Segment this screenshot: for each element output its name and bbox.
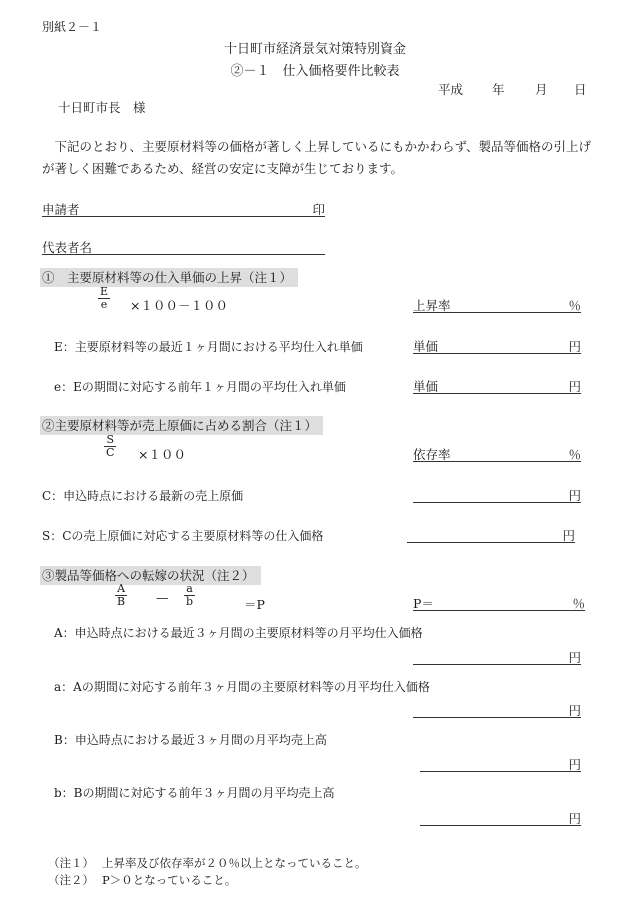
increase-rate-field[interactable] [413, 296, 581, 313]
section-1-formula: ×１００－１００ [130, 298, 228, 313]
fraction-numerator: S [104, 434, 116, 447]
definition-A: A：申込時点における最近３ヶ月間の主要原材料等の月平均仕入価格 [54, 626, 423, 640]
section-2-header: ②主要原材料等が売上原価に占める割合（注１） [40, 416, 323, 435]
yen-unit: 円 [568, 757, 581, 772]
yen-unit: 円 [568, 703, 581, 718]
yen-unit: 円 [568, 379, 581, 394]
date-month: 月 [535, 82, 548, 97]
note-1-text: 上昇率及び依存率が２０％以上となっていること。 [102, 856, 367, 870]
field-a[interactable] [413, 701, 581, 718]
minus-sign: — [156, 590, 169, 605]
field-B[interactable] [420, 755, 581, 772]
applicant-label: 申請者 [42, 202, 80, 217]
note-2-text: P＞０となっていること。 [102, 873, 237, 887]
definition-S: S：Cの売上原価に対応する主要原材料等の仕入価格 [42, 529, 324, 543]
definition-b: b：Bの期間に対応する前年３ヶ月間の月平均売上高 [54, 786, 335, 800]
field-b[interactable] [420, 809, 581, 826]
cost-of-sales-field[interactable] [413, 486, 581, 503]
yen-unit: 円 [568, 339, 581, 354]
section-3-header: ③製品等価格への転嫁の状況（注２） [40, 566, 261, 585]
note-2-label: （注２） [48, 873, 94, 887]
definition-C: C：申込時点における最新の売上原価 [42, 489, 244, 503]
dependency-rate-label: 依存率 [413, 447, 451, 462]
definition-E: E：主要原材料等の最近１ヶ月間における平均仕入れ単価 [54, 340, 363, 354]
yen-unit: 円 [568, 488, 581, 503]
p-value-field[interactable] [413, 594, 585, 611]
seal-mark: 印 [312, 202, 325, 217]
section-1-header: ① 主要原材料等の仕入単価の上昇（注１） [40, 268, 298, 287]
yen-unit: 円 [562, 528, 575, 543]
definition-e: e：Eの期間に対応する前年１ヶ月間の平均仕入れ単価 [54, 380, 346, 394]
fraction-numerator: a [184, 583, 195, 596]
section-1-fraction [98, 286, 110, 311]
date-era: 平成 [438, 82, 464, 97]
date-day: 日 [574, 82, 587, 97]
percent-unit: ％ [572, 596, 585, 611]
representative-field[interactable] [42, 238, 325, 255]
unit-price-label: 単価 [413, 339, 439, 354]
fraction-denominator: e [100, 298, 108, 311]
intro-paragraph: 下記のとおり、主要原材料等の価格が著しく上昇しているにもかかわらず、製品等価格の引上げが著しく困難であるため、経営の安定に支障が生じております。 [42, 139, 592, 176]
percent-unit: ％ [568, 298, 581, 313]
increase-rate-label: 上昇率 [413, 298, 451, 313]
purchase-price-field[interactable] [407, 526, 575, 543]
section-2-fraction [104, 434, 116, 459]
yen-unit: 円 [568, 650, 581, 665]
section-3-fraction-1 [115, 583, 127, 608]
fraction-denominator: B [117, 595, 126, 608]
unit-price-field-e[interactable] [413, 377, 581, 394]
field-A[interactable] [413, 648, 581, 665]
title-line-1: 十日町市経済景気対策特別資金 [223, 42, 406, 57]
dependency-rate-field[interactable] [413, 445, 581, 462]
definition-a: a：Aの期間に対応する前年３ヶ月間の主要原材料等の月平均仕入価格 [54, 680, 430, 694]
percent-unit: ％ [568, 447, 581, 462]
section-3-fraction-2 [184, 583, 195, 608]
fraction-denominator: C [106, 446, 115, 459]
definition-B: B：申込時点における最近３ヶ月間の月平均売上高 [54, 733, 327, 747]
date-year: 年 [492, 82, 505, 97]
note-1-label: （注１） [48, 856, 94, 870]
fraction-denominator: b [186, 595, 194, 608]
unit-price-field-E[interactable] [413, 337, 581, 354]
p-value-label: P＝ [413, 596, 434, 611]
equals-P: ＝P [244, 597, 265, 612]
unit-price-label: 単価 [413, 379, 439, 394]
document-label: 別紙２－１ [42, 20, 103, 34]
fraction-numerator: A [115, 583, 127, 596]
applicant-field[interactable] [42, 200, 325, 217]
representative-label: 代表者名 [42, 240, 93, 255]
title-line-2: ②－１ 仕入価格要件比較表 [230, 64, 400, 79]
fraction-numerator: E [100, 285, 109, 298]
addressee: 十日町市長 様 [58, 100, 146, 115]
section-2-formula: ×１００ [138, 447, 186, 462]
yen-unit: 円 [568, 811, 581, 826]
